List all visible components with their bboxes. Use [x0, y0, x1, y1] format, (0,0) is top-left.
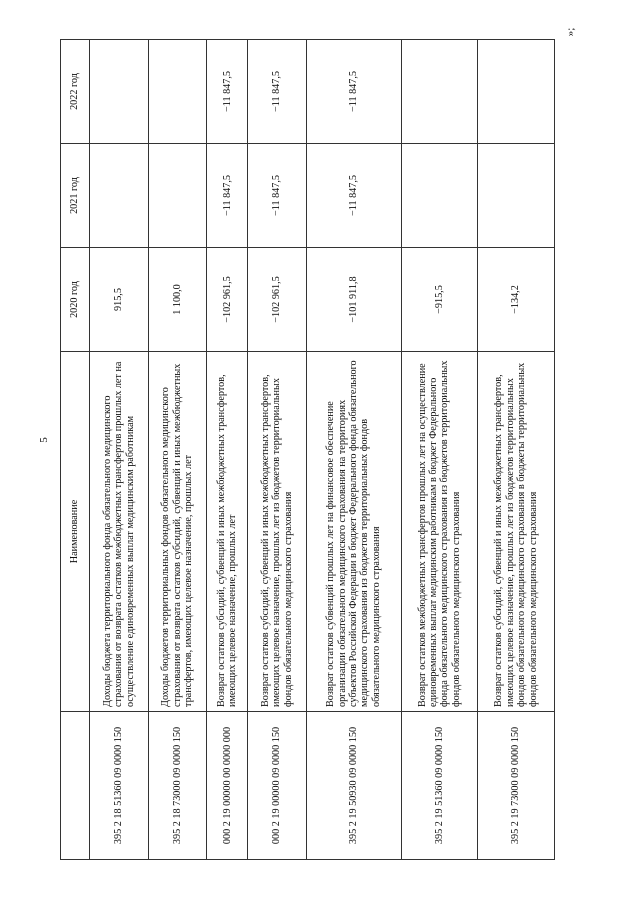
cell-name: Возврат остатков субсидий, субвенций и иных межбюджетных трансфертов, имеющих целевое назначение, прошлых лет из бюджетов территориальных фондов обязательного медицинского страхования — [248, 352, 307, 712]
rotated-table-container — [60, 40, 555, 860]
cell-code: 395 2 18 51360 09 0000 150 — [90, 712, 149, 860]
header-code — [61, 712, 90, 860]
header-name: Наименование — [61, 352, 90, 712]
cell-code: 395 2 19 73000 09 0000 150 — [478, 712, 555, 860]
cell-2021: −11 847,5 — [248, 144, 307, 248]
cell-2020: −101 911,8 — [306, 248, 401, 352]
cell-2022 — [148, 40, 207, 144]
cell-2022: −11 847,5 — [207, 40, 248, 144]
table-row — [248, 40, 307, 860]
cell-name: Возврат остатков межбюджетных трансфертов прошлых лет на осуществление единовременных выплат медицинским работникам в бюджет Федерального фонда обязательного медицинского страхования из бюджетов территориальных фондов обязательного медицинского страхования — [401, 352, 478, 712]
header-2022: 2022 год — [61, 40, 90, 144]
cell-2022: −11 847,5 — [306, 40, 401, 144]
cell-name: Возврат остатков субвенций прошлых лет на финансовое обеспечение организации обязательного медицинского страхования на территориях субъектов Российской Федерации в бюджет Федерального фонда обязательного медицинского страхования из бюджетов территориальных фондов обязательного медицинского страхования — [306, 352, 401, 712]
cell-code: 395 2 19 50930 09 0000 150 — [306, 712, 401, 860]
cell-name: Возврат остатков субсидий, субвенций и иных межбюджетных трансфертов, имеющих целевое назначение, прошлых лет из бюджетов территориальных фондов обязательного медицинского страхования в бюджеты территориальных фондов обязательного медицинского страхования — [478, 352, 555, 712]
cell-2020: 915,5 — [90, 248, 149, 352]
cell-2021 — [148, 144, 207, 248]
header-2020: 2020 год — [61, 248, 90, 352]
cell-2021: −11 847,5 — [207, 144, 248, 248]
budget-table — [60, 39, 555, 860]
cell-2020: 1 100,0 — [148, 248, 207, 352]
table-row — [148, 40, 207, 860]
cell-name: Возврат остатков субсидий, субвенций и иных межбюджетных трансфертов, имеющих целевое назначение, прошлых лет — [207, 352, 248, 712]
cell-2022: −11 847,5 — [248, 40, 307, 144]
cell-2021 — [401, 144, 478, 248]
cell-2021: −11 847,5 — [306, 144, 401, 248]
table-header-row — [61, 40, 90, 860]
cell-2022 — [90, 40, 149, 144]
cell-2021 — [90, 144, 149, 248]
cell-code: 000 2 19 00000 09 0000 150 — [248, 712, 307, 860]
cell-name: Доходы бюджета территориального фонда обязательного медицинского страхования от возврата остатков межбюджетных трансфертов прошлых лет на осуществление единовременных выплат медицинским работникам — [90, 352, 149, 712]
table-row — [90, 40, 149, 860]
cell-name: Доходы бюджетов территориальных фондов обязательного медицинского страхования от возврата остатков субсидий, субвенций и иных межбюджетных трансфертов, имеющих целевое назначение, прошлых лет — [148, 352, 207, 712]
page-number: 5 — [38, 437, 50, 443]
cell-2022 — [401, 40, 478, 144]
cell-2021 — [478, 144, 555, 248]
table-row — [306, 40, 401, 860]
closing-quote-mark: »; — [564, 27, 577, 37]
cell-code: 000 2 19 00000 00 0000 000 — [207, 712, 248, 860]
cell-2022 — [478, 40, 555, 144]
cell-2020: −102 961,5 — [207, 248, 248, 352]
table-row — [207, 40, 248, 860]
cell-code: 395 2 18 73000 09 0000 150 — [148, 712, 207, 860]
cell-code: 395 2 19 51360 09 0000 150 — [401, 712, 478, 860]
header-2021: 2021 год — [61, 144, 90, 248]
table-row — [401, 40, 478, 860]
table-row — [478, 40, 555, 860]
cell-2020: −915,5 — [401, 248, 478, 352]
cell-2020: −102 961,5 — [248, 248, 307, 352]
cell-2020: −134,2 — [478, 248, 555, 352]
